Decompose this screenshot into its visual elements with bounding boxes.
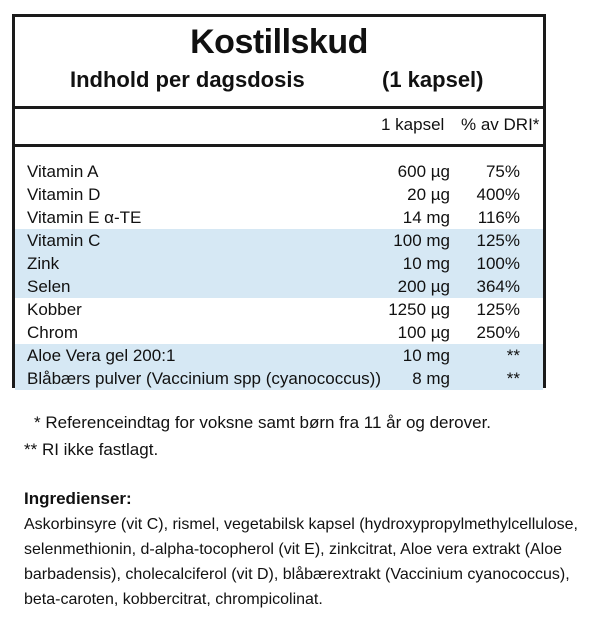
- ingredients-line: beta-caroten, kobbercitrat, chrompicolinat.: [24, 591, 323, 608]
- nutrition-panel: [12, 14, 546, 388]
- nutrient-name: Chrom: [27, 323, 79, 342]
- table-row: [15, 321, 543, 344]
- nutrient-dri: 125%: [476, 300, 520, 319]
- table-row: [15, 229, 543, 252]
- nutrient-dri: 75%: [485, 162, 520, 181]
- nutrient-table: [15, 160, 543, 390]
- table-row: [15, 344, 543, 367]
- ingredients-line: Askorbinsyre (vit C), rismel, vegetabilsk kapsel (hydroxypropylmethylcellulose,: [24, 516, 578, 533]
- table-row: [15, 298, 543, 321]
- nutrient-amount: 10 mg: [402, 346, 450, 365]
- divider-top: [15, 106, 543, 109]
- nutrient-amount: 600 µg: [397, 162, 450, 181]
- column-header-dri: % av DRI*: [461, 115, 540, 134]
- nutrient-dri: 125%: [476, 231, 520, 250]
- nutrient-dri: 400%: [476, 185, 520, 204]
- nutrient-name: Kobber: [27, 300, 82, 319]
- nutrient-amount: 20 µg: [407, 185, 450, 204]
- nutrient-dri: 364%: [476, 277, 520, 296]
- column-header-amount: 1 kapsel: [381, 115, 445, 134]
- table-row: [15, 206, 543, 229]
- nutrient-name: Vitamin A: [27, 162, 99, 181]
- panel-subtitle: [70, 67, 484, 93]
- subtitle-label: Indhold per dagsdosis: [70, 67, 305, 92]
- nutrient-name: Selen: [27, 277, 71, 296]
- nutrient-dri: **: [506, 369, 520, 388]
- table-row: [15, 275, 543, 298]
- nutrient-name: Blåbærs pulver (Vaccinium spp (cyanococcus)): [27, 369, 381, 388]
- panel-title: Kostillskud: [190, 23, 368, 61]
- divider-header: [15, 144, 543, 147]
- table-row: [15, 160, 543, 183]
- nutrient-amount: 200 µg: [397, 277, 450, 296]
- nutrient-amount: 8 mg: [412, 369, 450, 388]
- table-row: [15, 183, 543, 206]
- nutrient-name: Vitamin C: [27, 231, 101, 250]
- nutrient-amount: 100 µg: [397, 323, 450, 342]
- table-row: [15, 252, 543, 275]
- footnote-ri-not-set: ** RI ikke fastlagt.: [24, 440, 159, 459]
- nutrient-amount: 100 mg: [393, 231, 450, 250]
- subtitle-dose: (1 kapsel): [382, 67, 484, 92]
- nutrient-amount: 1250 µg: [388, 300, 450, 319]
- ingredients-title: Ingredienser:: [24, 489, 132, 508]
- nutrient-amount: 10 mg: [402, 254, 450, 273]
- nutrient-name: Vitamin D: [27, 185, 101, 204]
- nutrient-name: Aloe Vera gel 200:1: [27, 346, 176, 365]
- footnote-reference-intake: * Referenceindtag for voksne samt børn fra 11 år og derover.: [34, 413, 492, 432]
- nutrient-name: Zink: [27, 254, 60, 273]
- nutrient-dri: 116%: [477, 208, 520, 227]
- ingredients-line: selenmethionin, d-alpha-tocopherol (vit E), zinkcitrat, Aloe vera extrakt (Aloe: [24, 541, 563, 558]
- table-row: [15, 367, 543, 390]
- nutrient-dri: **: [506, 346, 520, 365]
- nutrient-name: Vitamin E α-TE: [27, 208, 142, 227]
- ingredients-line: barbadensis), cholecalciferol (vit D), blåbærextrakt (Vaccinium cyanococcus),: [24, 566, 570, 583]
- nutrient-dri: 250%: [476, 323, 520, 342]
- nutrient-amount: 14 mg: [402, 208, 450, 227]
- nutrient-dri: 100%: [476, 254, 520, 273]
